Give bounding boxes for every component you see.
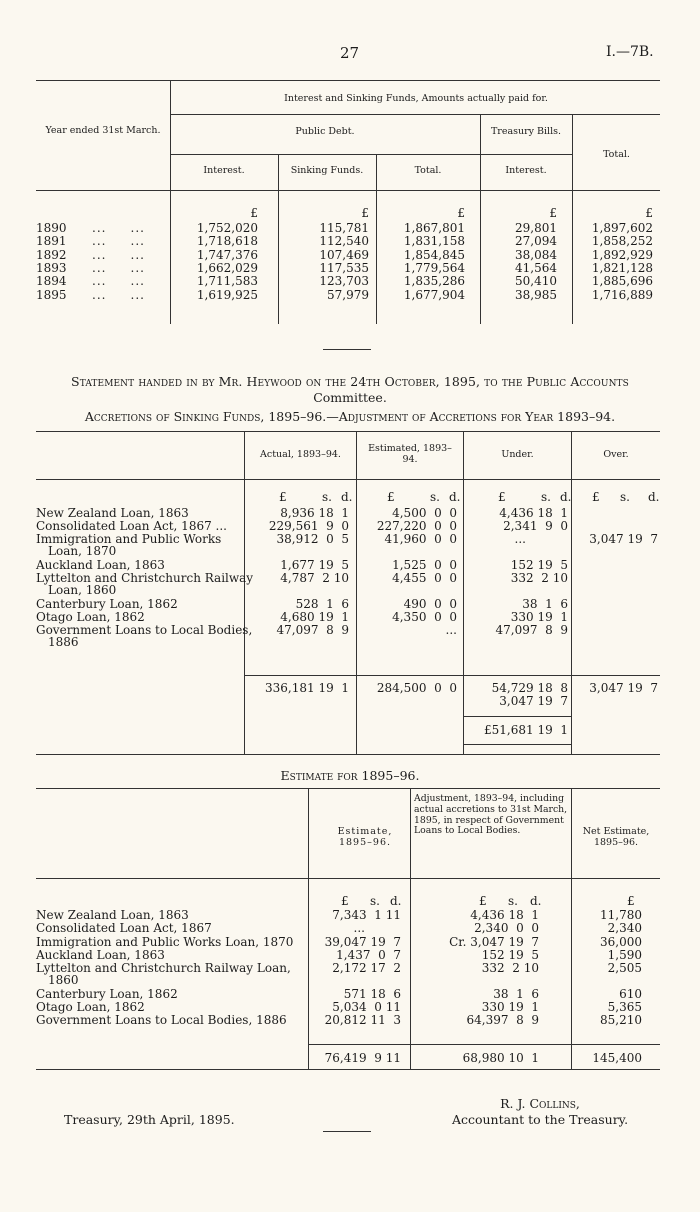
t2-estimated: 490 0 0 — [403, 597, 457, 611]
t2-actual: 4,680 19 1 — [280, 610, 349, 624]
t2-under: 152 19 5 — [510, 558, 568, 572]
t2-label: New Zealand Loan, 1863 — [36, 506, 189, 520]
t2-lsd-pence: d. — [648, 490, 660, 504]
t3-lsd-pence: d. — [390, 894, 402, 908]
t2-under: 2,341 9 0 — [503, 519, 568, 533]
t2-total-actual: 336,181 19 1 — [265, 681, 349, 695]
t3-estimate: 20,812 11 3 — [324, 1013, 401, 1027]
t1-year-leader: ... ... — [92, 260, 145, 275]
t3-net: 2,505 — [607, 961, 642, 975]
t3-lsd-pound: £ — [479, 894, 487, 908]
t3-estimate: 7,343 1 11 — [332, 908, 401, 922]
t3-lsd-pound: £ — [341, 894, 349, 908]
t2-estimated: 41,960 0 0 — [384, 532, 457, 546]
t2-actual: 1,677 19 5 — [280, 558, 349, 572]
t1-total: 1,835,286 — [403, 274, 465, 289]
t1-interest-header: Interest. — [203, 165, 245, 176]
t2-label: Otago Loan, 1862 — [36, 610, 145, 624]
t1-main-header: Interest and Sinking Funds, Amounts actually paid for. — [284, 93, 548, 104]
t2-estimated: 4,455 0 0 — [392, 571, 457, 585]
t3-estimate: 1,437 0 7 — [336, 948, 401, 962]
t2-lsd-shilling: s. — [322, 490, 332, 504]
t1-grand-total: 1,892,929 — [591, 247, 653, 262]
page-number: 27 — [340, 44, 360, 62]
t1-tb-interest: 38,084 — [515, 247, 557, 262]
t3-estimate: 571 18 6 — [343, 987, 401, 1001]
t3-estimate: 39,047 19 7 — [324, 935, 401, 949]
t2-total-estimated: 284,500 0 0 — [376, 681, 457, 695]
t2-total-under: 54,729 18 8 — [491, 681, 568, 695]
t1-year-leader: ... ... — [92, 274, 145, 289]
t1-total: 1,779,564 — [403, 260, 465, 275]
t2-lsd-pound: £ — [387, 490, 395, 504]
t1-tb-interest: 29,801 — [515, 221, 557, 235]
t3-lsd-shilling: s. — [508, 894, 518, 908]
t2-label: Canterbury Loan, 1862 — [36, 597, 178, 611]
t3-net: 2,340 — [607, 921, 642, 935]
t1-year: 1893 — [36, 260, 67, 275]
t2-actual: 8,936 18 1 — [280, 506, 349, 520]
t3-estimate: 5,034 0 11 — [332, 1000, 401, 1014]
t2-under-header: Under. — [501, 449, 534, 460]
t1-sinking: 123,703 — [319, 274, 369, 289]
t1-sinking-header: Sinking Funds. — [290, 165, 364, 176]
t2-over-header: Over. — [603, 449, 629, 460]
t3-adjustment: 38 1 6 — [493, 987, 539, 1001]
t2-label: Consolidated Loan Act, 1867 ... — [36, 519, 227, 533]
t3-estimate-header: Estimate, 1895–96. — [337, 826, 393, 848]
t2-lsd-pound: £ — [592, 490, 600, 504]
t2-lsd-shilling: s. — [541, 490, 551, 504]
t2-estimated: 1,525 0 0 — [392, 558, 457, 572]
t3-adjustment: Cr. 3,047 19 7 — [449, 935, 539, 949]
t1-currency-grand: £ — [645, 206, 653, 220]
t2-estimated: 4,500 0 0 — [392, 506, 457, 520]
statement-line-1: Statement handed in by Mr. Heywood on the 24th October, 1895, to the Public Accounts — [71, 374, 629, 389]
t1-currency-tb: £ — [549, 206, 557, 220]
t3-total-adjustment: 68,980 10 1 — [462, 1051, 539, 1065]
t3-adjustment: 330 19 1 — [481, 1000, 539, 1014]
t3-total-net: 145,400 — [592, 1051, 642, 1065]
t2-estimated: 227,220 0 0 — [376, 519, 457, 533]
t2-label: Immigration and Public Works Loan, 1870 — [36, 532, 222, 559]
t1-currency-total: £ — [457, 206, 465, 220]
t3-estimate: ... — [353, 921, 365, 935]
t2-actual: 229,561 9 0 — [268, 519, 349, 533]
t2-lsd-pound: £ — [279, 490, 287, 504]
t2-label: Auckland Loan, 1863 — [36, 558, 165, 572]
t2-under: ... — [514, 532, 526, 546]
t2-under: 4,436 18 1 — [499, 506, 568, 520]
t3-total-estimate: 76,419 9 11 — [324, 1051, 401, 1065]
t3-net: 1,590 — [607, 948, 642, 962]
t1-tb-interest: 27,094 — [515, 234, 557, 249]
t1-year: 1895 — [36, 287, 67, 302]
t1-year: 1894 — [36, 274, 67, 289]
t1-sinking: 107,469 — [319, 247, 369, 262]
t1-year-leader: ... ... — [92, 287, 145, 302]
t3-label: Otago Loan, 1862 — [36, 1000, 145, 1014]
t3-net-currency: £ — [627, 894, 635, 908]
footer-place-date: Treasury, 29th April, 1895. — [64, 1112, 235, 1127]
t1-treasury-bills-header: Treasury Bills. — [490, 126, 562, 137]
t3-label: Auckland Loan, 1863 — [36, 948, 165, 962]
t3-net: 85,210 — [600, 1013, 642, 1027]
t1-sinking: 57,979 — [327, 287, 369, 302]
t3-net: 36,000 — [600, 935, 642, 949]
t3-label: New Zealand Loan, 1863 — [36, 908, 189, 922]
t3-label: Immigration and Public Works Loan, 1870 — [36, 935, 294, 949]
statement-line-2: Committee. — [313, 390, 387, 405]
t2-estimated: ... — [445, 623, 457, 637]
t3-lsd-pence: d. — [530, 894, 542, 908]
t2-estimated-header: Estimated, 1893–94. — [368, 443, 452, 465]
t1-interest: 1,718,618 — [196, 234, 258, 249]
t2-under: 47,097 8 9 — [495, 623, 568, 637]
t2-lsd-pence: d. — [449, 490, 461, 504]
t1-total-header: Total. — [603, 149, 630, 160]
t3-label: Government Loans to Local Bodies, 1886 — [36, 1013, 287, 1027]
t2-estimated: 4,350 0 0 — [392, 610, 457, 624]
t1-tb-interest: 50,410 — [515, 274, 557, 289]
t1-year-header: Year ended 31st March. — [45, 125, 161, 136]
estimate-title — [20, 768, 680, 783]
t1-interest: 1,747,376 — [196, 247, 258, 262]
estimate-title-text: Estimate for 1895–96. — [280, 768, 420, 783]
t2-lsd-shilling: s. — [620, 490, 630, 504]
footer-signatory-title: Accountant to the Treasury. — [451, 1112, 629, 1127]
t1-tb-interest-header: Interest. — [505, 165, 547, 176]
t1-grand-total: 1,897,602 — [591, 221, 653, 235]
t2-actual-header: Actual, 1893–94. — [260, 449, 341, 460]
t2-total-over: 3,047 19 7 — [589, 681, 658, 695]
t3-adjustment: 152 19 5 — [481, 948, 539, 962]
t1-interest: 1,619,925 — [196, 287, 258, 302]
t2-under: 332 2 10 — [510, 571, 568, 585]
t1-currency-sinking: £ — [361, 206, 369, 220]
t1-total: 1,831,158 — [403, 234, 465, 249]
t3-adjustment-header: Adjustment, 1893–94, including actual accretions to 31st March, 1895, in respect of Government Loans to Local Bodies. — [414, 793, 568, 837]
t2-net-under: £51,681 19 1 — [484, 723, 568, 737]
t2-lsd-pound: £ — [498, 490, 506, 504]
t3-adjustment: 64,397 8 9 — [466, 1013, 539, 1027]
t2-under: 38 1 6 — [522, 597, 568, 611]
t3-label: Lyttelton and Christchurch Railway Loan, 1860 — [36, 961, 291, 988]
t1-public-debt-header: Public Debt. — [295, 126, 355, 137]
t1-grand-total: 1,858,252 — [591, 234, 653, 249]
t1-tb-interest: 41,564 — [515, 260, 557, 275]
t3-net: 5,365 — [607, 1000, 642, 1014]
statement-subtitle: Accretions of Sinking Funds, 1895–96.—Adjustment of Accretions for Year 1893–94. — [84, 409, 616, 424]
t1-grand-total: 1,716,889 — [591, 287, 653, 302]
t1-interest: 1,662,029 — [196, 260, 258, 275]
t1-year: 1892 — [36, 247, 67, 262]
t1-year: 1890 — [36, 221, 67, 235]
t3-net: 11,780 — [600, 908, 642, 922]
t2-actual: 4,787 2 10 — [280, 571, 349, 585]
t1-total: 1,854,845 — [403, 247, 465, 262]
t1-interest: 1,752,020 — [196, 221, 258, 235]
t3-lsd-shilling: s. — [370, 894, 380, 908]
t3-estimate: 2,172 17 2 — [332, 961, 401, 975]
t3-label: Canterbury Loan, 1862 — [36, 987, 178, 1001]
t1-grand-total: 1,821,128 — [591, 260, 653, 275]
t1-currency-interest: £ — [250, 206, 258, 220]
t1-total: 1,677,904 — [403, 287, 465, 302]
footer-signatory: R. J. Collins, — [500, 1096, 580, 1111]
t2-actual: 528 1 6 — [295, 597, 349, 611]
t3-adjustment: 4,436 18 1 — [470, 908, 539, 922]
t1-sinking: 117,535 — [319, 260, 369, 275]
t1-sinking: 112,540 — [319, 234, 369, 249]
page-reference: I.—7B. — [606, 44, 654, 60]
t1-year-leader: ... ... — [92, 221, 145, 235]
t2-lsd-pence: d. — [341, 490, 353, 504]
t2-actual: 38,912 0 5 — [276, 532, 349, 546]
t3-adjustment: 332 2 10 — [481, 961, 539, 975]
t1-total-subheader: Total. — [414, 165, 442, 176]
t2-less-over: 3,047 19 7 — [499, 694, 568, 708]
t1-year-leader: ... ... — [92, 234, 145, 249]
t2-lsd-pence: d. — [560, 490, 572, 504]
t1-interest: 1,711,583 — [196, 274, 258, 289]
t2-lsd-shilling: s. — [430, 490, 440, 504]
t1-total: 1,867,801 — [403, 221, 465, 235]
t3-net-header: Net Estimate, 1895–96. — [582, 826, 650, 848]
t3-adjustment: 2,340 0 0 — [474, 921, 539, 935]
t1-sinking: 115,781 — [319, 221, 369, 235]
t1-year: 1891 — [36, 234, 67, 249]
t3-net: 610 — [619, 987, 642, 1001]
t2-actual: 47,097 8 9 — [276, 623, 349, 637]
t1-tb-interest: 38,985 — [515, 287, 557, 302]
t1-year-leader: ... ... — [92, 247, 145, 262]
t3-label: Consolidated Loan Act, 1867 — [36, 921, 212, 935]
t2-label: Lyttelton and Christchurch Railway Loan, 1860 — [36, 571, 254, 598]
t2-under: 330 19 1 — [510, 610, 568, 624]
t2-label: Government Loans to Local Bodies, 1886 — [36, 623, 253, 650]
t1-grand-total: 1,885,696 — [591, 274, 653, 289]
t2-over: 3,047 19 7 — [589, 532, 658, 546]
